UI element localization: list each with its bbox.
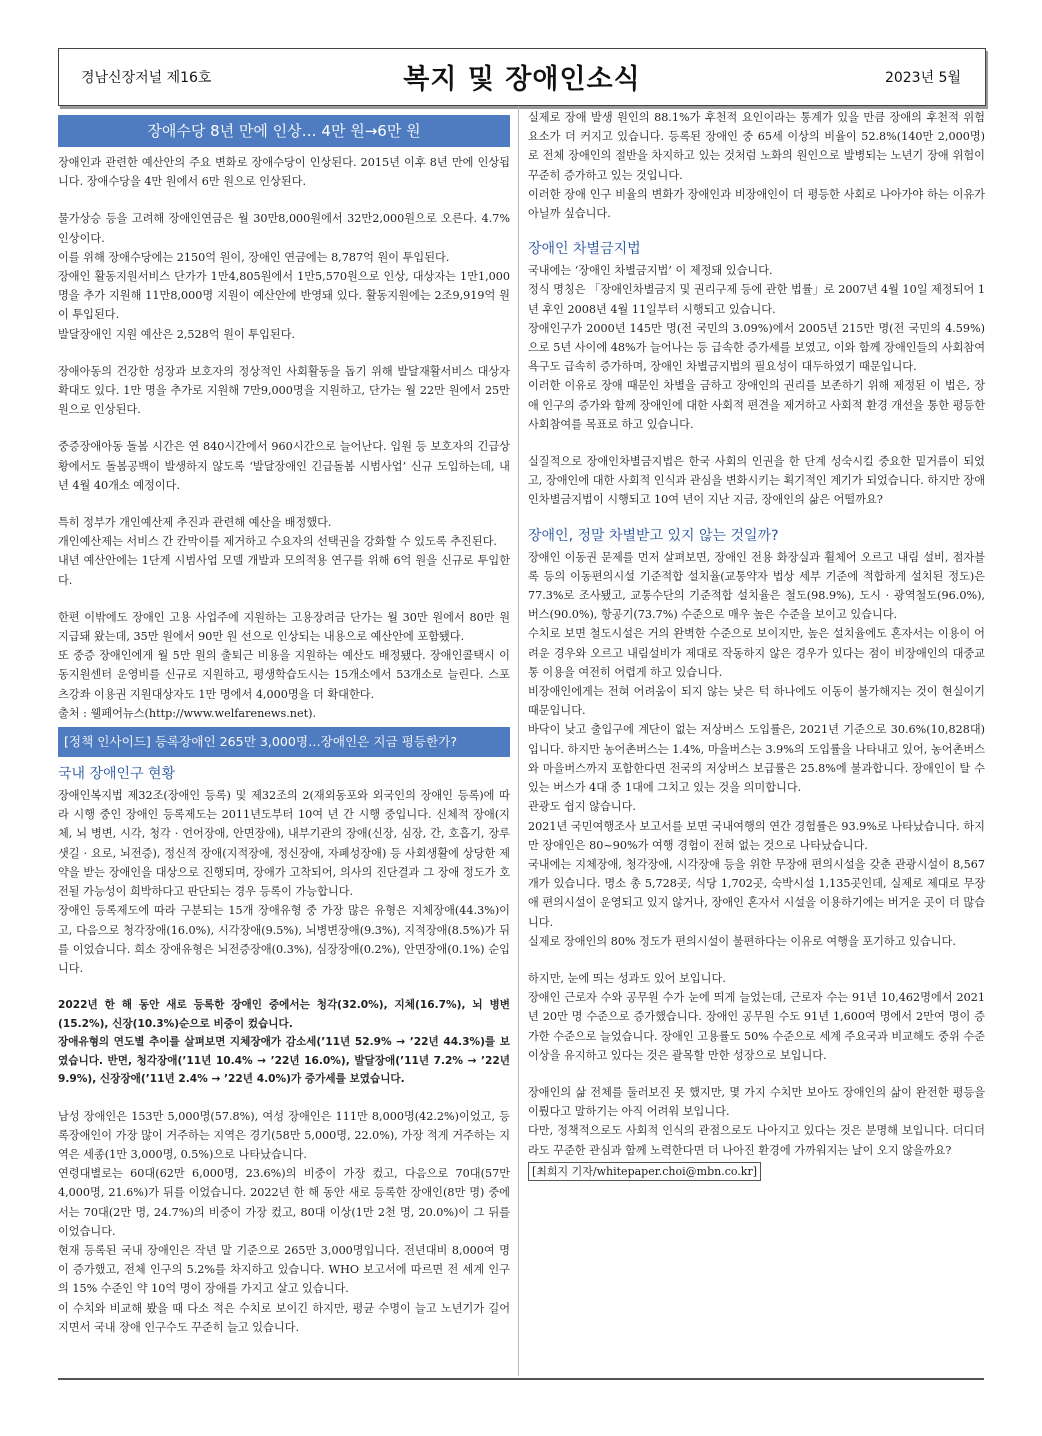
column-divider bbox=[518, 106, 519, 1376]
section-heading: 장애인 차별금지법 bbox=[528, 241, 641, 258]
section-heading: 국내 장애인구 현황 bbox=[58, 766, 176, 783]
paragraph: 발달장애인 지원 예산은 2,528억 원이 투입된다. bbox=[58, 327, 296, 341]
section-heading: 장애인, 정말 차별받고 있지 않는 것일까? bbox=[528, 527, 779, 544]
paragraph: 물가상승 등을 고려해 장애인연금은 월 30만8,000원에서 32만2,000원으로 오른다. 4.7% 인상이다. bbox=[58, 212, 510, 245]
source-line: 출처 : 웰페어뉴스(http://www.welfarenews.net). bbox=[58, 706, 317, 720]
paragraph: 장애인 이동권 문제를 먼저 살펴보면, 장애인 전용 화장실과 휠체어 오르고 내림 설비, 점자블록 등의 이동편의시설 기준적합 설치율(교통약자 법상 세부 기준에 적합하게 설치된 정도)은 77.3%로 조사됐고, 교통수단의 기준적합 설치율은 철도(98.9%), 도시 · 광역철도(96.0%), 버스(90.0%), 항공기(73.7%) 수준으로 매우 높은 수준을 보이고 있습니다. bbox=[528, 550, 985, 622]
paragraph: 실제로 장애인의 80% 정도가 편의시설이 불편하다는 이유로 여행을 포기하고 있습니다. bbox=[528, 934, 956, 948]
highlight-block bbox=[58, 996, 510, 1089]
paragraph: 한편 이밖에도 장애인 고용 사업주에 지원하는 고용장려금 단가는 월 30만 원에서 80만 원 지급돼 왔는데, 35만 원에서 90만 원 선으로 인상되는 내용으로 예산안에 포함됐다. bbox=[58, 610, 510, 644]
left-column bbox=[58, 112, 510, 1374]
paragraph: 정식 명칭은 「장애인차별금지 및 권리구제 등에 관한 법률」로 2007년 4월 10일 제정되어 1년 후인 2008년 4월 11일부터 시행되고 있습니다. bbox=[528, 283, 986, 316]
newsletter-header bbox=[58, 48, 986, 106]
paragraph: 장애인 등록제도에 따라 구분되는 15개 장애유형 중 가장 많은 유형은 지체장애(44.3%)이고, 다음으로 청각장애(16.0%), 시각장애(9.5%), 뇌병변장애(9.3%), 지적장애(8.5%)가 뒤를 이었습니다. 희소 장애유형은 뇌전증장애(0.3%), 심장장애(0.2%), 안면장애(0.1%) 순입니다. bbox=[58, 904, 510, 975]
paragraph: 장애인의 삶 전체를 둘러보진 못 했지만, 몇 가지 수치만 보아도 장애인의 삶이 완전한 평등을 이뤘다고 말하기는 아직 어려워 보입니다. bbox=[528, 1085, 985, 1119]
paragraph: 다만, 정책적으로도 사회적 인식의 관점으로도 나아지고 있다는 것은 분명해 보입니다. 더디더라도 꾸준한 관심과 함께 노력한다면 더 나아진 환경에 가까워지는 날이 오지 않을까요? bbox=[528, 1124, 985, 1157]
paragraph: 현재 등록된 국내 장애인은 작년 말 기준으로 265만 3,000명입니다. 전년대비 8,000여 명이 증가했고, 전체 인구의 5.2%를 차지하고 있습니다. WHO 보고서에 따르면 전 세계 인구의 15% 수준인 약 10억 명이 장애를 가지고 살고 있습니다. bbox=[58, 1244, 510, 1296]
article-headline-banner: 장애수당 8년 만에 인상… 4만 원→6만 원 bbox=[58, 115, 510, 147]
paragraph: 관광도 쉽지 않습니다. bbox=[528, 800, 636, 814]
paragraph: 남성 장애인은 153만 5,000명(57.8%), 여성 장애인은 111만 8,000명(42.2%)이었고, 등록장애인이 가장 많이 거주하는 지역은 경기(58만 5,000명, 22.0%), 가장 적게 거주하는 지역은 세종(1만 3,000명, 0.5%)으로 나타났습니다. bbox=[58, 1109, 510, 1162]
paragraph: 중증장애아동 돌봄 시간은 연 840시간에서 960시간으로 늘어난다. 입원 등 보호자의 긴급상황에서도 돌봄공백이 발생하지 않도록 ‘발달장애인 긴급돌봄 시범사업’ 신규 도입하는데, 내년 4월 40개소 예정이다. bbox=[58, 440, 510, 492]
issue-date: 2023년 5월 bbox=[884, 70, 961, 86]
issue-label: 경남신장저널 제16호 bbox=[81, 70, 212, 86]
paragraph: 이를 위해 장애수당에는 2150억 원이, 장애인 연금에는 8,787억 원이 투입된다. bbox=[58, 250, 450, 264]
paragraph: 장애인구가 2000년 145만 명(전 국민의 3.09%)에서 2005년 215만 명(전 국민의 4.59%)으로 5년 사이에 48%가 늘어나는 등 급속한 증가세를 보였고, 이와 함께 장애인들의 사회참여 욕구도 급속히 증가하며, 장애인 차별금지법의 필요성이 대두하였기 때문입니다. bbox=[528, 321, 985, 374]
bold-paragraph: 장애유형의 연도별 추이를 살펴보면 지체장애가 감소세(’11년 52.9% → ’22년 44.3%)를 보였습니다. 반면, 청각장애(’11년 10.4% → ’22년 16.0%), 발달장애(’11년 7.2% → ’22년 9.9%), 신장장애(’11년 2.4% → ’22년 4.0%)가 증가세를 보였습니다. bbox=[58, 1036, 510, 1086]
paragraph: 이러한 장애 인구 비율의 변화가 장애인과 비장애인이 더 평등한 사회로 나아가야 하는 이유가 아닐까 싶습니다. bbox=[528, 187, 985, 221]
article-headline-banner: [정책 인사이드] 등록장애인 265만 3,000명…장애인은 지금 평등한가? bbox=[58, 727, 510, 757]
bold-paragraph: 2022년 한 해 동안 새로 등록한 장애인 중에서는 청각(32.0%), 지체(16.7%), 뇌 병변(15.2%), 신장(10.3%)순으로 비중이 컸습니다. bbox=[58, 999, 510, 1030]
paragraph: 실질적으로 장애인차별금지법은 한국 사회의 인권을 한 단계 성숙시킬 중요한 밑거름이 되었고, 장애인에 대한 사회적 인식과 관심을 변화시키는 획기적인 계기가 되었습니다. 하지만 장애인차별금지법이 시행되고 10여 년이 지난 지금, 장애인의 삶은 어떨까요? bbox=[528, 455, 985, 507]
paragraph: 비장애인에게는 전혀 어려움이 되지 않는 낮은 턱 하나에도 이동이 불가해지는 것이 현실이기 때문입니다. bbox=[528, 685, 985, 718]
reporter-credit: [최희지 기자/whitepaper.choi@mbn.co.kr] bbox=[528, 1162, 761, 1181]
paragraph: 2021년 국민여행조사 보고서를 보면 국내여행의 연간 경험률은 93.9%로 나타났습니다. 하지만 장애인은 80~90%가 여행 경험이 전혀 없는 것으로 나타났습니다. bbox=[528, 819, 985, 852]
paragraph: 개인예산제는 서비스 간 칸막이를 제거하고 수요자의 선택권을 강화할 수 있도록 추진된다. bbox=[58, 535, 497, 549]
paragraph: 실제로 장애 발생 원인의 88.1%가 후천적 요인이라는 통계가 있을 만큼 장애의 후천적 위험 요소가 더 커지고 있습니다. 등록된 장애인 중 65세 이상의 비율이 52.8%(140만 2,000명)로 전체 장애인의 절반을 차지하고 있는 것처럼 노화의 원인으로 발병되는 노년기 장애 위험이 꾸준히 증가하고 있는 것입니다. bbox=[528, 111, 985, 182]
paragraph: 국내에는 ‘장애인 차별금지법’ 이 제정돼 있습니다. bbox=[528, 264, 773, 278]
paragraph: 장애인과 관련한 예산안의 주요 변화로 장애수당이 인상된다. 2015년 이후 8년 만에 인상됩니다. 장애수당을 4만 원에서 6만 원으로 인상된다. bbox=[58, 156, 510, 189]
paragraph: 하지만, 눈에 띄는 성과도 있어 보입니다. bbox=[528, 971, 726, 985]
paragraph: 연령대별로는 60대(62만 6,000명, 23.6%)의 비중이 가장 컸고, 다음으로 70대(57만 4,000명, 21.6%)가 뒤를 이었습니다. 2022년 한 해 동안 새로 등록한 장애인(8만 명) 중에서는 70대(2만 명, 24.7%)의 비중이 가장 컸고, 80대 이상(1만 2천 명, 20.0%)이 그 뒤를 이었습니다. bbox=[58, 1167, 510, 1238]
paragraph: 장애인 활동지원서비스 단가가 1만4,805원에서 1만5,570원으로 인상, 대상자는 1만1,000명을 추가 지원해 11만8,000명 지원이 예산안에 반영돼 있다. 활동지원에는 2조9,919억 원이 투입된다. bbox=[58, 270, 510, 322]
paragraph: 장애인 근로자 수와 공무원 수가 눈에 띄게 늘었는데, 근로자 수는 91년 10,462명에서 2021년 20만 명 수준으로 증가했습니다. 장애인 공무원 수도 91년 1,600여 명에서 2만여 명이 증가한 수준으로 늘었습니다. 장애인 고용률도 50% 수준으로 세계 주요국과 비교해도 중위 수준 이상을 유지하고 있다는 것은 괄목할 만한 성장으로 보입니다. bbox=[528, 991, 985, 1062]
paragraph: 또 중증 장애인에게 월 5만 원의 출퇴근 비용을 지원하는 예산도 배정됐다. 장애인콜택시 이동지원센터 운영비를 신규로 지원하고, 평생학습도시는 15개소에서 53개소로 늘린다. 스포츠강좌 이용권 지원대상자도 1만 명에서 4,000명을 더 확대한다. bbox=[58, 649, 510, 701]
paragraph: 이 수치와 비교해 봤을 때 다소 적은 수치로 보이긴 하지만, 평균 수명이 늘고 노년기가 길어지면서 국내 장애 인구수도 꾸준히 늘고 있습니다. bbox=[58, 1301, 510, 1334]
paragraph: 내년 예산안에는 1단계 시범사업 모델 개발과 모의적용 연구를 위해 6억 원을 신규로 투입한다. bbox=[58, 554, 510, 587]
paragraph: 바닥이 낮고 출입구에 계단이 없는 저상버스 도입률은, 2021년 기준으로 30.6%(10,828대)입니다. 하지만 농어촌버스는 1.4%, 마을버스는 3.9%의 도입률을 나타내고 있어, 농어촌버스와 마을버스까지 포함한다면 전국의 저상버스 보급률은 25.8%에 불과합니다. 장애인이 탈 수 있는 버스가 4대 중 1대에 그치고 있는 것을 의미합니다. bbox=[528, 723, 985, 795]
paragraph: 이러한 이유로 장애 때문인 차별을 금하고 장애인의 권리를 보존하기 위해 제정된 이 법은, 장애 인구의 증가와 함께 장애인에 대한 사회적 편견을 제거하고 사회적 환경 개선을 통한 평등한 사회참여를 목표로 하고 있습니다. bbox=[528, 379, 985, 431]
paragraph: 수치로 보면 철도시설은 거의 완벽한 수준으로 보이지만, 높은 설치율에도 혼자서는 이용이 어려운 경우와 오르고 내림설비가 제대로 작동하지 않은 경우가 있다는 점이 비장애인의 대중교통 이용을 여전히 어렵게 하고 있습니다. bbox=[528, 627, 985, 679]
paragraph: 국내에는 지체장애, 청각장애, 시각장애 등을 위한 무장애 편의시설을 갖춘 관광시설이 8,567개가 있습니다. 명소 총 5,728곳, 식당 1,702곳, 숙박시설 1,135곳인데, 실제로 제대로 무장애 편의시설이 운영되고 있지 않거나, 장애인 혼자서 시설을 이용하기에는 버거운 곳이 더 많습니다. bbox=[528, 857, 985, 929]
paragraph: 특히 정부가 개인예산제 추진과 관련해 예산을 배정했다. bbox=[58, 516, 332, 530]
right-column bbox=[528, 108, 985, 1374]
bottom-rule bbox=[58, 1378, 984, 1380]
page-title: 복지 및 장애인소식 bbox=[403, 64, 641, 95]
paragraph: 장애인복지법 제32조(장애인 등록) 및 제32조의 2(재외동포와 외국인의 장애인 등록)에 따라 시행 중인 장애인 등록제도는 2011년도부터 10여 년 간 시행 중입니다. 신체적 장애(지체, 뇌 병변, 시각, 청각 · 언어장애, 안면장애), 내부기관의 장애(신장, 심장, 간, 호흡기, 장루 샛길 · 요로, 뇌전증), 정신적 장애(지적장애, 정신장애, 자폐성장애) 등 사회생활에 상당한 제약을 받는 장애인을 대상으로 진행되며, 장애가 고착되어, 의사의 진단결과 그 장애 정도가 호전될 가능성이 희박하다고 판단되는 경우 등록이 가능합니다. bbox=[58, 789, 510, 899]
paragraph: 장애아동의 건강한 성장과 보호자의 정상적인 사회활동을 돕기 위해 발달재활서비스 대상자 확대도 있다. 1만 명을 추가로 지원해 7만9,000명을 지원하고, 단가는 월 22만 원에서 25만 원으로 인상된다. bbox=[58, 364, 510, 417]
